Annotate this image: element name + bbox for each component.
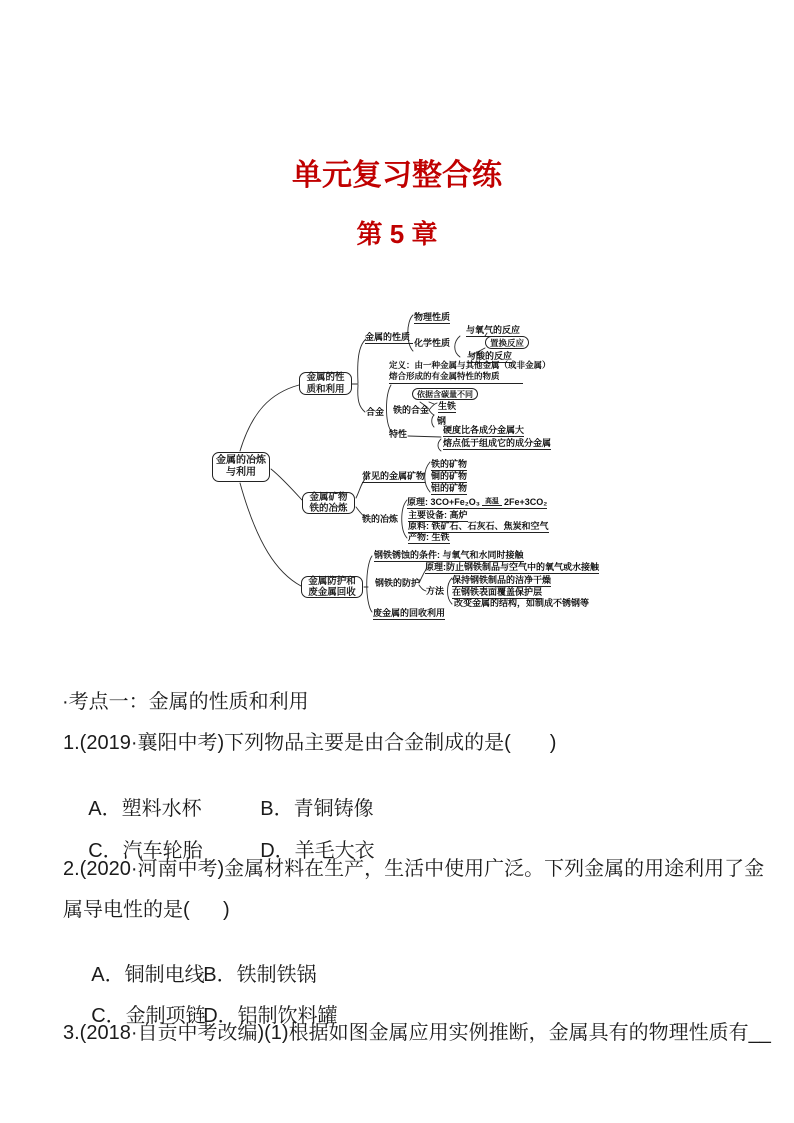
label-physical-properties: 物理性质 xyxy=(414,312,450,324)
label-acid-reaction: 与酸的反应 xyxy=(467,351,512,363)
label-copper-ore: 铜的矿物 xyxy=(431,471,467,483)
label-method-change-structure: 改变金属的结构，如制成不锈钢等 xyxy=(454,598,590,608)
page-title: 单元复习整合练 xyxy=(292,159,502,192)
question-1-option-a: A．塑料水杯 xyxy=(88,798,202,820)
section-heading: ·考点一：金属的性质和利用 xyxy=(62,691,309,713)
label-rust-condition: 钢铁锈蚀的条件: 与氧气和水同时接触 xyxy=(374,550,524,562)
question-2-option-a: A．铜制电线 xyxy=(91,964,205,986)
label-protection-method: 方法 xyxy=(426,586,445,596)
label-iron-ore: 铁的矿物 xyxy=(431,459,467,471)
smelting-equation-right: 2Fe+3CO₂ xyxy=(503,497,548,507)
branch-node-properties-use: 金属的性质和利用 xyxy=(299,372,352,395)
question-1-option-b: B．青铜铸像 xyxy=(260,798,374,820)
question-2-option-b: B．铁制铁锅 xyxy=(203,964,317,986)
mindmap-root-node: 金属的冶炼与利用 xyxy=(212,452,270,482)
question-3-text: 3.(2018·自贡中考改编)(1)根据如图金属应用实例推断，金属具有的物理性质有__ xyxy=(63,1022,771,1044)
label-pig-iron: 生铁 xyxy=(438,401,456,413)
label-aluminum-ore: 铝的矿物 xyxy=(431,483,467,495)
label-method-protective-layer: 在钢铁表面覆盖保护层 xyxy=(452,587,542,599)
label-alloy: 合金 xyxy=(366,407,385,417)
label-smelting-principle xyxy=(407,497,547,509)
label-trait-melting-point: 熔点低于组成它的成分金属 xyxy=(443,438,551,450)
label-oxygen-reaction: 与氧气的反应 xyxy=(466,325,520,337)
label-smelting-product: 产物: 生铁 xyxy=(408,532,450,544)
bubble-displacement-reaction: 置换反应 xyxy=(485,336,529,349)
label-smelting-equipment: 主要设备: 高炉 xyxy=(408,510,468,522)
smelting-condition-over-arrow: 高温 xyxy=(482,498,502,506)
question-2-text-line2: 属导电性的是( ) xyxy=(63,899,230,921)
label-alloy-definition-line2: 熔合形成的有金属特性的物质 xyxy=(389,372,523,384)
chapter-title: 第 5 章 xyxy=(356,219,438,249)
label-chemical-properties: 化学性质 xyxy=(414,338,451,348)
question-1-option-c: C．汽车轮胎 xyxy=(88,840,203,862)
label-iron-alloy: 铁的合金 xyxy=(393,405,430,415)
label-metal-properties: 金属的性质 xyxy=(365,332,413,344)
label-scrap-metal-recycling: 废金属的回收利用 xyxy=(373,608,445,620)
label-raw-materials: 原料: 铁矿石、石灰石、焦炭和空气 xyxy=(408,521,549,533)
question-2-option-c: C．金制项链 xyxy=(91,1005,206,1027)
label-alloy-traits: 特性 xyxy=(389,429,408,439)
question-1-text: 1.(2019·襄阳中考)下列物品主要是由合金制成的是( ) xyxy=(63,732,557,754)
label-steel: 钢 xyxy=(437,416,447,426)
label-alloy-definition-line1: 定义：由一种金属与其他金属（或非金属） xyxy=(389,360,551,370)
branch-node-ores-smelting: 金属矿物铁的冶炼 xyxy=(302,492,355,514)
label-protection-principle: 原理:防止钢铁制品与空气中的氧气或水接触 xyxy=(425,562,599,574)
smelting-equation-left: 原理: 3CO+Fe₂O₃ xyxy=(407,497,480,507)
question-1-option-d: D．羊毛大衣 xyxy=(260,840,375,862)
question-2-option-d: D．铝制饮料罐 xyxy=(203,1005,338,1027)
question-2-text-line1: 2.(2020·河南中考)金属材料在生产，生活中使用广泛。下列金属的用途利用了金 xyxy=(63,858,765,880)
label-method-keep-dry: 保持钢铁制品的洁净干燥 xyxy=(452,575,551,587)
label-common-ores: 常见的金属矿物 xyxy=(362,471,425,483)
label-steel-protection: 钢铁的防护 xyxy=(375,578,421,588)
bubble-carbon-content-note: 依据含碳量不同 xyxy=(412,388,478,400)
label-iron-smelting: 铁的冶炼 xyxy=(362,514,399,524)
branch-node-protection-recycling: 金属防护和废金属回收 xyxy=(301,576,363,598)
label-trait-hardness: 硬度比各成分金属大 xyxy=(443,425,524,437)
